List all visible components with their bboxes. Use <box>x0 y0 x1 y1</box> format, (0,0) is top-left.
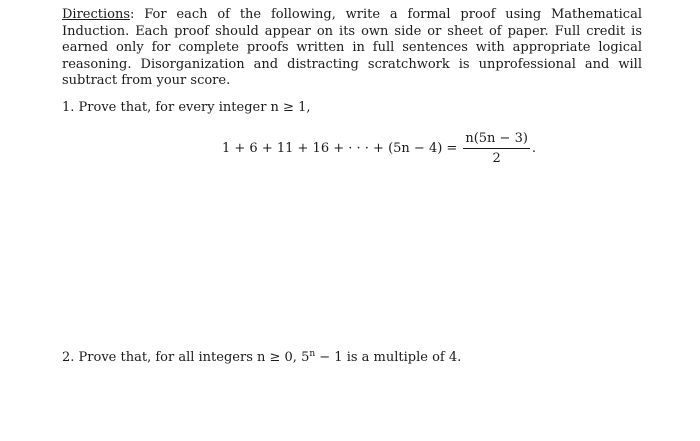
problem-2-statement-suffix: − 1 is a multiple of 4. <box>315 350 462 365</box>
directions-text: : For each of the following, write a formal proof using Mathematical Induction. Each proof should appear on its own side or sheet of paper. Full credit is earned only for complete proofs written in full sentences with appropriate logical reasoning. Disorganization and distracting scratchwork is unprofessional and will subtract from your score. <box>62 7 642 88</box>
problem-1 <box>62 100 311 116</box>
problem-2-number: 2. <box>62 350 75 365</box>
equation-lhs: 1 + 6 + 11 + 16 + · · · + (5n − 4) = <box>222 140 458 156</box>
problem-2-statement-prefix: Prove that, for all integers n ≥ 0, 5 <box>78 350 310 365</box>
problem-1-number: 1. <box>62 100 75 115</box>
fraction-numerator: n(5n − 3) <box>463 131 530 149</box>
directions-paragraph <box>62 7 642 90</box>
equation-fraction <box>463 131 530 166</box>
problem-2-superscript: n <box>309 349 316 359</box>
equation-end: . <box>531 140 537 156</box>
fraction-denominator: 2 <box>492 150 501 166</box>
directions-label: Directions <box>62 7 131 22</box>
problem-2 <box>62 346 461 366</box>
problem-1-statement: Prove that, for every integer n ≥ 1, <box>78 100 311 115</box>
problem-1-equation <box>222 128 536 168</box>
